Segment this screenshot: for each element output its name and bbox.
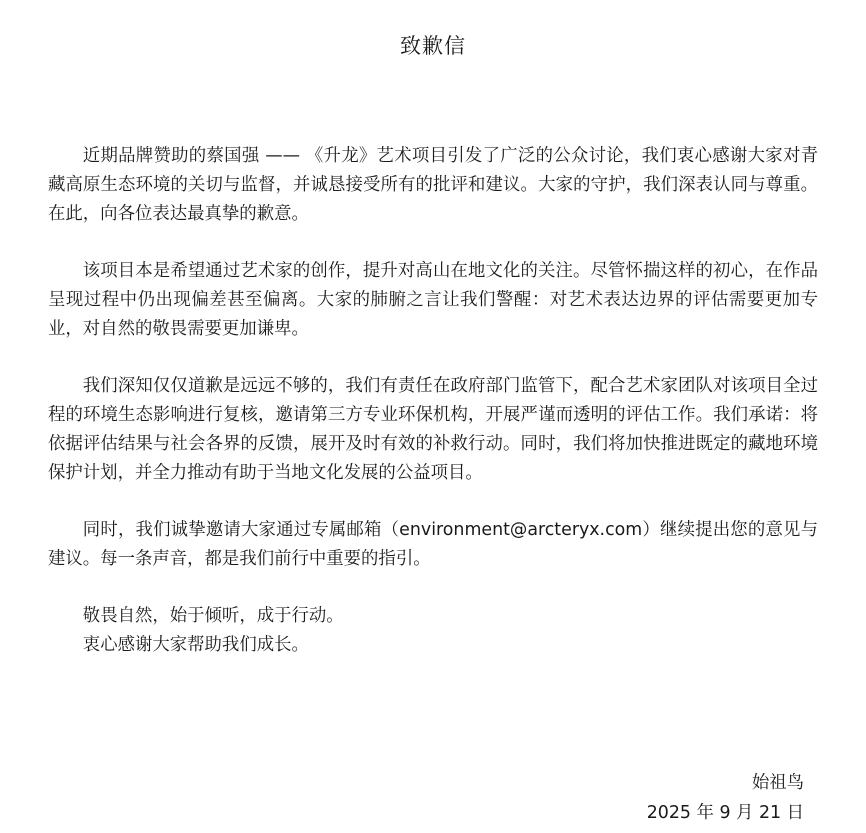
signature-block: [647, 768, 804, 828]
paragraph-project-intent: 该项目本是希望通过艺术家的创作，提升对高山在地文化的关注。尽管怀揣这样的初心，在作品呈现过程中仍出现偏差甚至偏离。大家的肺腑之言让我们警醒：对艺术表达边界的评估需要更加专业，对自然的敬畏需要更加谦卑。: [48, 261, 818, 339]
closing-line-2: 衷心感谢大家帮助我们成长。: [82, 635, 309, 655]
letter-title: 致歉信: [400, 34, 466, 58]
paragraph-commitments: 我们深知仅仅道歉是远远不够的，我们有责任在政府部门监管下，配合艺术家团队对该项目全过程的环境生态影响进行复核，邀请第三方专业环保机构，开展严谨而透明的评估工作。我们承诺：将依据评估结果与社会各界的反馈，展开及时有效的补救行动。同时，我们将加快推进既定的藏地环境保护计划，并全力推动有助于当地文化发展的公益项目。: [48, 376, 818, 483]
signature-name: 始祖鸟: [751, 773, 804, 793]
signature-date: 2025 年 9 月 21 日: [646, 803, 804, 823]
letter-body: [48, 142, 818, 660]
paragraph-feedback-invitation: 同时，我们诚挚邀请大家通过专属邮箱（environment@arcteryx.com）继续提出您的意见与建议。每一条声音，都是我们前行中重要的指引。: [48, 520, 818, 569]
closing-line-1: 敬畏自然，始于倾听，成于行动。: [82, 606, 344, 626]
paragraph-sponsorship-apology: 近期品牌赞助的蔡国强 —— 《升龙》艺术项目引发了广泛的公众讨论，我们衷心感谢大家对青藏高原生态环境的关切与监督，并诚恳接受所有的批评和建议。大家的守护，我们深表认同与尊重。在此，向各位表达最真挚的歉意。: [48, 146, 818, 224]
